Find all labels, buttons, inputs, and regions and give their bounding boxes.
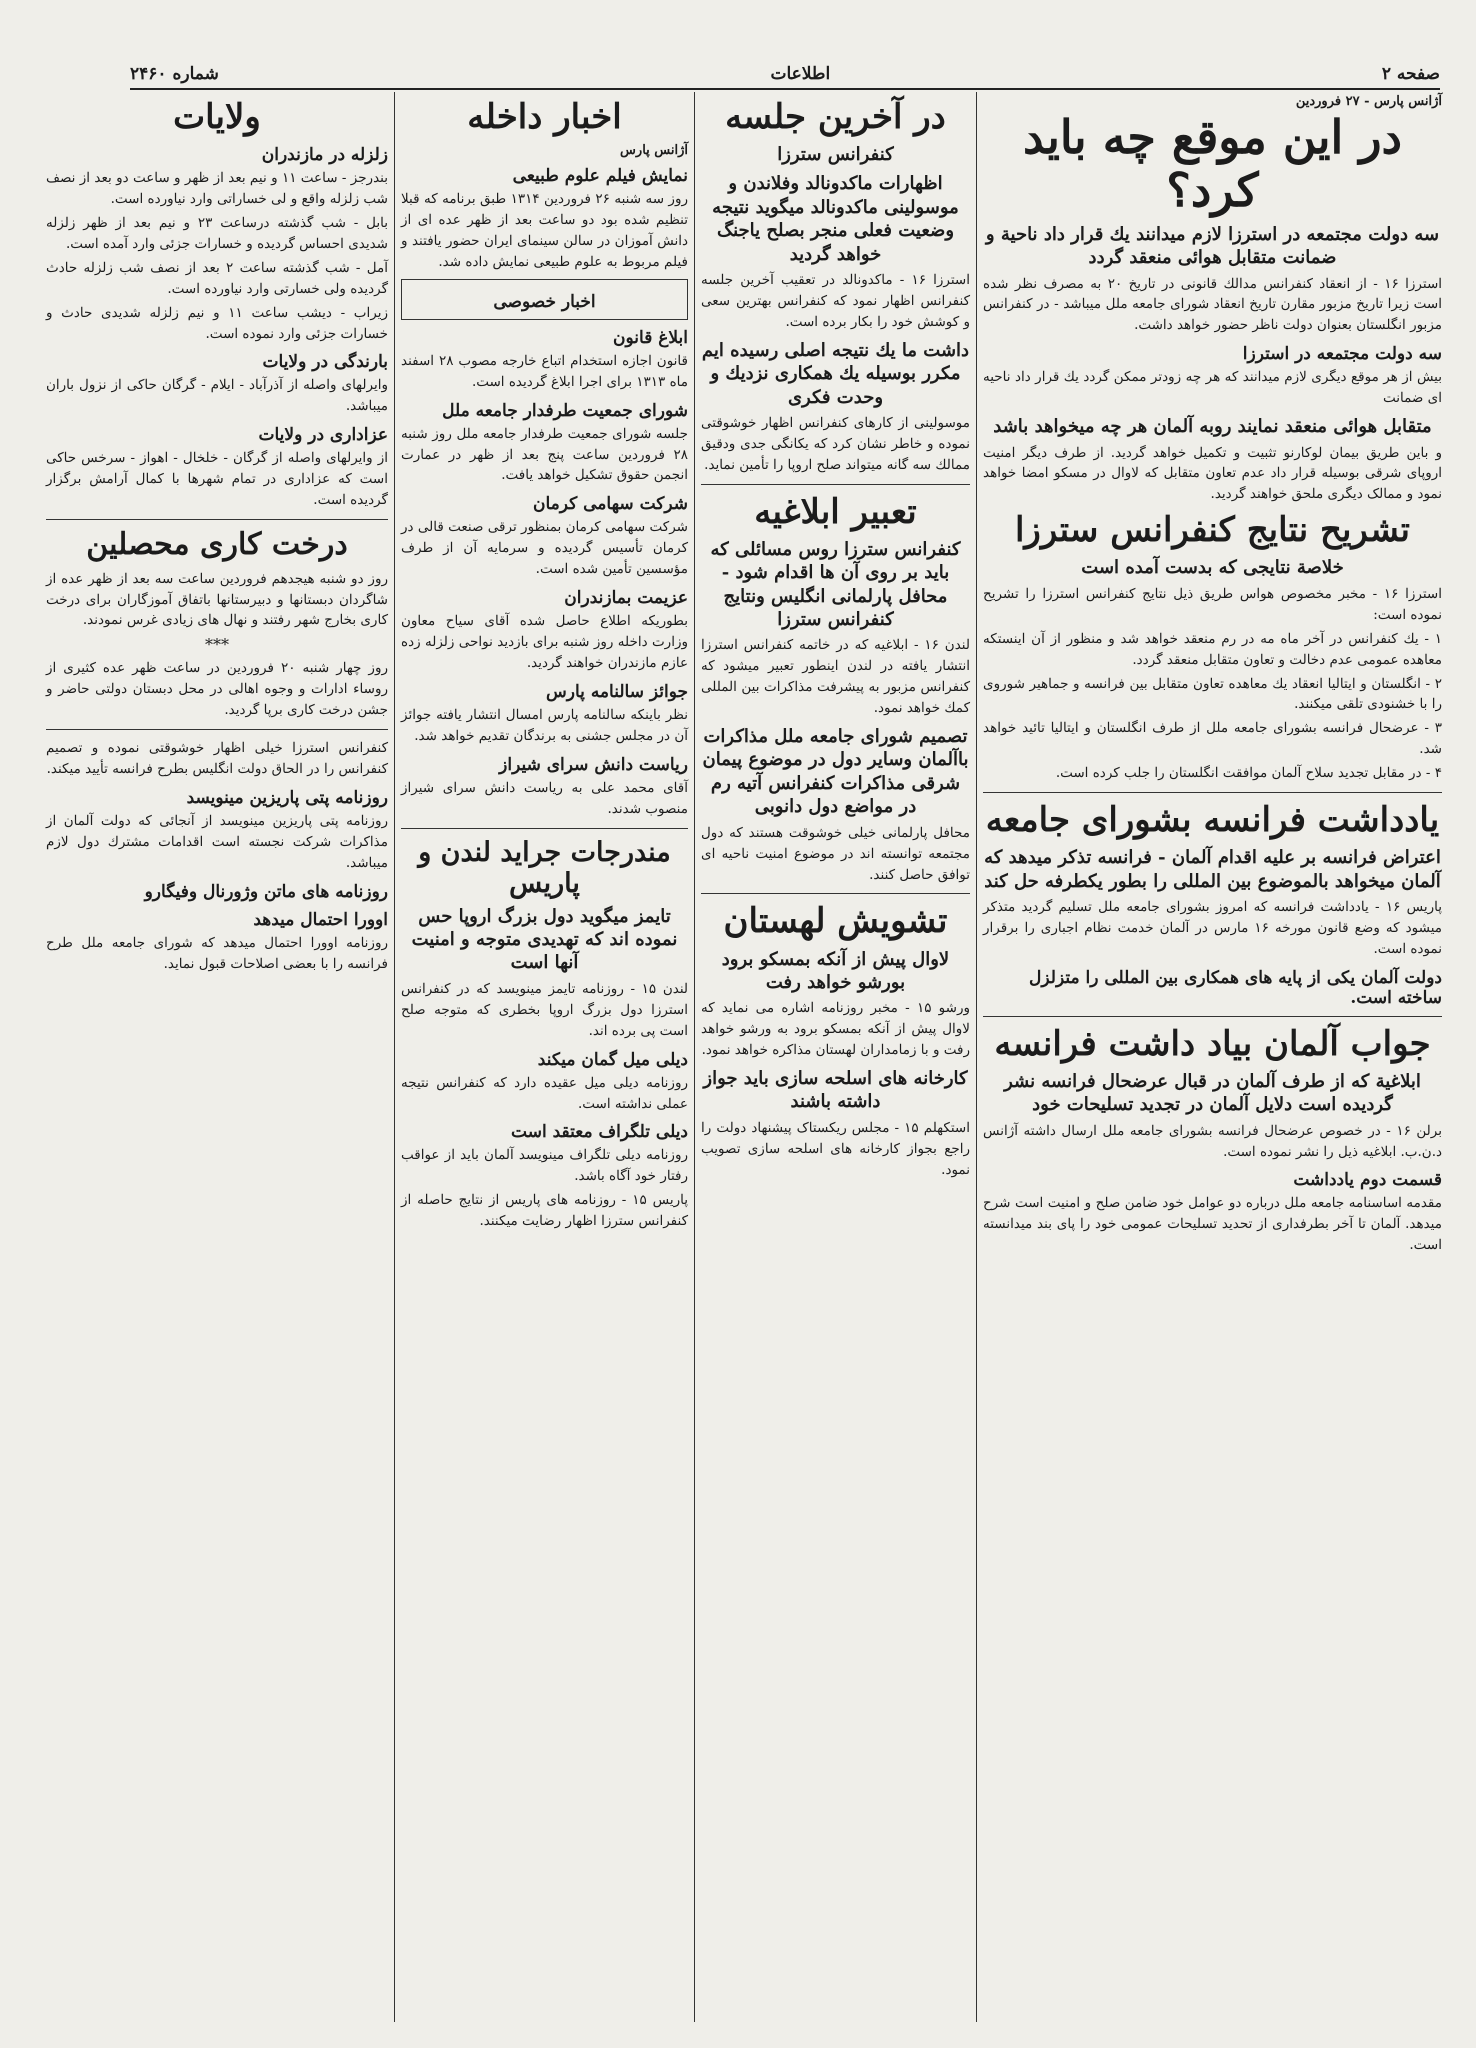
paragraph: زیراب - دیشب ساعت ۱۱ و نیم زلزله شدیدی حادث و خسارات جزئی وارد نموده است. — [46, 304, 388, 342]
paragraph: استرزا ۱۶ - ماکدونالد در تعقیب آخرین جلسه کنفرانس اظهار نمود که کنفرانس بهترین سعی و کوشش خود را بکار برده است. — [701, 272, 970, 330]
column-1 — [976, 92, 1448, 2022]
headline-what-to-do: در این موقع چه باید کرد؟ — [1022, 110, 1403, 217]
section-heading: عزیمت بمازندران — [564, 588, 688, 609]
paragraph: استکهلم ۱۵ - مجلس ریکستاک پیشنهاد دولت را راجع بجواز کارخانه های اسلحه سازی تصویب نمود. — [701, 1119, 970, 1178]
headline-poland-concern: تشویش لهستان — [723, 901, 948, 942]
source-line: آژانس پارس - ۲۷ فروردین — [1295, 94, 1442, 109]
subhead: ابلاغیة که از طرف آلمان در قبال عرضحال فرانسه نشر گردیده است دلایل آلمان در تجدید تسلیحات خود — [1004, 1070, 1421, 1116]
paragraph: روزنامه دیلی تلگراف مینویسد آلمان باید از عواقب رفتار خود آگاه باشد. — [401, 1147, 688, 1185]
divider — [701, 893, 970, 894]
paragraph: ۲ - انگلستان و ایتالیا انعقاد یك معاهده تعاون متقابل بین فرانسه و جماهیر شوروی را با خشنودی تلقی میکنند. — [983, 675, 1442, 713]
paragraph: روزنامه اوورا احتمال میدهد که شورای جامعه ملل طرح فرانسه را با بعضی اصلاحات قبول نماید. — [46, 934, 388, 972]
section-heading: جوائز سالنامه پارس — [546, 681, 688, 702]
newspaper-name: اطلاعات — [770, 64, 831, 84]
paragraph: کنفرانس استرزا خیلی اظهار خوشوقتی نموده و تصمیم کنفرانس را در الحاق دولت انگلیس بطرح فرانسه تأیید میکند. — [46, 740, 388, 778]
paragraph: شرکت سهامی کرمان بمنظور ترقی صنعت قالی در کرمان تأسیس گردیده و سرمایه آن از طرف مؤسسین تأمین شده است. — [401, 519, 688, 578]
headline-domestic-news: اخبار داخله — [467, 97, 622, 137]
subhead: کنفرانس سترزا — [777, 144, 894, 166]
column-3 — [394, 92, 694, 2022]
paragraph: مقدمه اساسنامه جامعه ملل درباره دو عوامل خود ضامن صلح و امنیت است شرح میدهد. آلمان تا آخر بطرفداری از تحدید تسلیحات عمومی خود را پای بند میدانسته است. — [983, 1195, 1442, 1254]
paragraph: روز چهار شنبه ۲۰ فروردین در ساعت ظهر عده کثیری از روساء ادارات و وجوه اهالی در محل دبستان دولتی حاضر و جشن درخت کاری برپا گردید. — [46, 660, 388, 719]
paragraph: بندرجز - ساعت ۱۱ و نیم بعد از ظهر و ساعت دو بعد از نصف شب زلزله واقع و لی خساراتی وارد نیاورده است. — [46, 170, 388, 208]
paragraph: بیش از هر موقع دیگری لازم میدانند که هر چه زودتر ممکن گردد یك قرار داد ناحیه ای ضمانت — [983, 369, 1442, 407]
subhead: اعتراض فرانسه بر علیه اقدام آلمان - فرانسه تذکر میدهد که آلمان میخواهد بالموضوع بین المللی را بطور یکطرفه حل کند — [984, 847, 1441, 892]
section-heading: ریاست دانش سرای شیراز — [499, 754, 688, 775]
paragraph: نظر باینکه سالنامه پارس امسال انتشار یافته جوائز آن در مجلس جشنی به برندگان تقدیم خواهد شد. — [401, 706, 688, 744]
paragraph: و باین طریق بیمان لوکارنو تثبیت و تکمیل خواهد گردید. از طرف دیگر امنیت اروپای شرقی بوسیله قرار داد عدم تعاون متقابل که لاوال در مسکو امضا خواهد نمود و ممالک دیگری ملحق خواهند گردید. — [983, 444, 1442, 503]
divider — [983, 792, 1442, 793]
paragraph: روز سه شنبه ۲۶ فروردین ۱۳۱۴ طبق برنامه که قبلا تنظیم شده بود دو ساعت بعد از ظهر عده ای از دانش آموزان در سالن سینمای ایران حضور یافتند و فیلم مربوط به علوم طبیعی نمایش داده شد. — [401, 191, 688, 270]
paragraph: روزنامه دیلی میل عقیده دارد که کنفرانس نتیجه عملی نداشته است. — [401, 1074, 688, 1112]
section-heading: دیلی میل گمان میکند — [537, 1049, 688, 1070]
section-heading: قسمت دوم یادداشت — [1293, 1170, 1442, 1191]
subhead: سه دولت مجتمعه در استرزا لازم میدانند یك قرار داد ناحیة و ضمانت متقابل هوائی منعقد گردد — [985, 223, 1440, 269]
divider — [46, 729, 388, 730]
headline-stresa-results: تشریح نتایج کنفرانس سترزا — [1014, 510, 1410, 551]
paragraph: استرزا ۱۶ - مخبر مخصوص هواس طریق ذیل نتایج کنفرانس استرزا را تشریح نموده است: — [983, 585, 1442, 623]
paragraph: برلن ۱۶ - در خصوص عرضحال فرانسه بشورای جامعه ملل ارسال داشته آژانس د.ن.ب. ابلاغیه ذیل را نشر نموده است. — [983, 1122, 1442, 1160]
divider — [983, 1016, 1442, 1017]
paragraph: قانون اجازه استخدام اتباع خارجه مصوب ۲۸ اسفند ماه ۱۳۱۳ برای اجرا ابلاغ گردیده است. — [401, 352, 689, 390]
issue-number: شماره ۲۴۶۰ — [130, 64, 219, 84]
subhead: متقابل هوائی منعقد نمایند روبه آلمان هر چه میخواهد باشد — [993, 416, 1432, 438]
section-heading: اخبار خصوصی — [493, 291, 596, 312]
subhead: خلاصة نتایجی که بدست آمده است — [1081, 557, 1344, 579]
paragraph: پاریس ۱۵ - روزنامه های پاریس از نتایج حاصله از کنفرانس سترزا اظهار رضایت میکنند. — [401, 1192, 689, 1230]
section-heading: بارندگی در ولایات — [262, 352, 388, 373]
section-heading: زلزله در مازندران — [261, 145, 388, 166]
paragraph: پاریس ۱۶ - یادداشت فرانسه که امروز بشورای جامعه ملل تسلیم گردید متذکر میشود که وضع قانون مورخه ۱۶ مارس در آلمان خدمت نظام اجباری را برقرار نموده است. — [983, 898, 1443, 957]
headline-student-tree-planting: درخت کاری محصلین — [86, 527, 348, 563]
paragraph: از وایرلهای واصله از گرگان - خلخال - اهواز - سرخس حاکی است که عزاداری در تمام شهرها با کمال آرامش برگزار گردیده است. — [46, 450, 388, 509]
section-heading: عزاداری در ولایات — [258, 425, 388, 446]
paragraph: وایرلهای واصله از آذرآباد - ایلام - گرگان حاکی از نزول باران میباشد. — [46, 377, 388, 415]
section-heading: دیلی تلگراف معتقد است — [511, 1122, 688, 1143]
subhead: داشت ما یك نتیجه اصلی رسیده ایم مکرر بوسیله یك همکاری نزدیك و وحدت فکری — [701, 339, 970, 408]
column-2 — [694, 92, 976, 2022]
subhead: تصمیم شورای جامعه ملل مذاکرات باآلمان وسایر دول در موضوع پیمان شرقی مذاکرات کنفرانس آتیه رم در مواضع دول دانوبی — [702, 726, 969, 818]
paragraph: آقای محمد علی به ریاست دانش سرای شیراز منصوب شدند. — [401, 779, 688, 817]
divider — [401, 828, 688, 829]
headline-provinces: ولایات — [173, 97, 261, 137]
paragraph: روزنامه پتی پاریزین مینویسد از آنجائی که دولت آلمان از مذاکرات شرکت نجسته است اقدامات مشترك دول لازم میباشد. — [46, 812, 388, 871]
subhead: تایمز میگوید دول بزرگ اروپا حس نموده اند که تهدیدی متوجه و امنیت آنها است — [411, 905, 678, 974]
subhead: اظهارات ماکدونالد وفلاندن و موسولینی ماکدونالد میگوید نتیجه وضعیت فعلی منجر بصلح یاجنگ خواهد گردید — [712, 173, 959, 265]
paragraph: ۴ - در مقابل تجدید سلاح آلمان موافقت انگلستان را جلب کرده است. — [1055, 765, 1442, 782]
headline-last-session: در آخرین جلسه — [725, 97, 946, 137]
paragraph: جلسه شورای جمعیت طرفدار جامعه ملل روز شنبه ۲۸ فروردین ساعت پنج بعد از ظهر در عمارت انجمن حقوق تشکیل خواهد یافت. — [401, 425, 688, 484]
separator-stars: *** — [205, 635, 229, 655]
paragraph: آمل - شب گذشته ساعت ۲ بعد از نصف شب زلزله حادث گردیده ولی خسارتی وارد نیاورده است. — [46, 259, 388, 297]
divider — [46, 519, 388, 520]
section-heading: شورای جمعیت طرفدار جامعه ملل — [442, 400, 688, 421]
paragraph: بابل - شب گذشته درساعت ۲۳ و نیم بعد از ظهر زلزله شدیدی احساس گردیده و خسارات جزئی وارد آمده است. — [46, 214, 388, 252]
section-heading: ابلاغ قانون — [613, 327, 688, 348]
paragraph: لندن ۱۶ - ابلاغیه که در خاتمه کنفرانس استرزا انتشار یافته در لندن اینطور تعبیر میشود که کنفرانس مزبور به پیشرفت مذاکرات بین المللی کمك خواهد نمود. — [701, 637, 970, 717]
subhead: لاوال پیش از آنکه بمسکو برود بورشو خواهد رفت — [721, 948, 950, 993]
private-news-box — [401, 279, 688, 320]
paragraph: ۳ - عرضحال فرانسه بشورای جامعه ملل از طرف انگلستان و ایتالیا تائید خواهد شد. — [983, 720, 1442, 758]
column-4 — [40, 92, 394, 2022]
source-line: آژانس پارس — [620, 143, 688, 159]
section-heading: اوورا احتمال میدهد — [253, 909, 388, 930]
divider — [701, 484, 970, 485]
paragraph: موسولینی از کارهای کنفرانس اظهار خوشوقتی نموده و خاطر نشان کرد که یکانگی جدی ودقیق ممالك سه گانه میتواند صلح اروپا را تأمین نماید. — [701, 414, 970, 473]
headline-french-note: یادداشت فرانسه بشورای جامعه — [985, 800, 1440, 841]
subhead: کارخانه های اسلحه سازی باید جواز داشته باشند — [703, 1068, 968, 1113]
section-heading: روزنامه پتی پاریزین مینویسد — [186, 787, 388, 808]
paragraph: بطوریکه اطلاع حاصل شده آقای سیاح معاون وزارت داخله روز شنبه برای بازدید نواحی زلزله زده عازم مازندران خواهند گردید. — [401, 613, 688, 671]
headline-london-paris-press: مندرجات جراید لندن و پاریس — [418, 836, 671, 899]
headline-communique-interpretation: تعبیر ابلاغیه — [754, 491, 917, 532]
section-heading: دولت آلمان یکی از پایه های همکاری بین المللی را متزلزل ساخته است. — [1029, 967, 1442, 1008]
paragraph: ورشو ۱۵ - مخبر روزنامه اشاره می نماید که لاوال پیش از آنکه بمسکو برود به ورشو خواهد رفت و با زمامداران لهستان مذاکره خواهد نمود. — [701, 1000, 971, 1059]
paragraph: روز دو شنبه هیجدهم فروردین ساعت سه بعد از ظهر عده از شاگردان دبستانها و دبیرستانها باتفاق آموزگاران برای درخت کاری بخارج شهر رفتند و نهال های زیادی غرس نمودند. — [46, 570, 388, 629]
headline-german-reply: جواب آلمان بیاد داشت فرانسه — [994, 1023, 1431, 1064]
section-heading: شرکت سهامی کرمان — [532, 494, 688, 515]
subhead: کنفرانس سترزا روس مسائلی که باید بر روی آن ها اقدام شود - محافل پارلمانی انگلیس ونتایج کنفرانس سترزا — [710, 538, 961, 631]
section-heading: سه دولت مجتمعه در استرزا — [1242, 344, 1442, 365]
section-heading: روزنامه های ماتن وژورنال وفیگارو — [144, 881, 388, 902]
section-heading: نمایش فیلم علوم طبیعی — [512, 166, 688, 187]
paragraph: محافل پارلمانی خیلی خوشوقت هستند که دول مجتمعه توانسته اند در موضوع امنیت ناحیه ای توافق حاصل کنند. — [701, 824, 970, 883]
paragraph: ۱ - یك کنفرانس در آخر ماه مه در رم منعقد خواهد شد و منظور از آن اینستکه معاهده عمومی عدم دخالت و تعاون متقابل منعقد گردد. — [983, 630, 1442, 668]
page-header — [130, 60, 1440, 90]
page-columns — [40, 92, 1448, 2022]
page-number: صفحه ۲ — [1381, 64, 1440, 84]
paragraph: لندن ۱۵ - روزنامه تایمز مینویسد که در کنفرانس استرزا دول بزرگ اروپا بخطری که متوجه صلح است پی برده اند. — [401, 980, 689, 1039]
paragraph: استرزا ۱۶ - از انعقاد کنفرانس مدالك قانونی در تاریخ ۲۰ به مصرف نظر شده است زیرا تاریخ مزبور مقارن تاریخ انعقاد شورای جامعه ملل میباشد - در کنفرانس مزبور انگلستان بعنوان دولت ناظر حضور خواهد داشت. — [983, 275, 1443, 334]
